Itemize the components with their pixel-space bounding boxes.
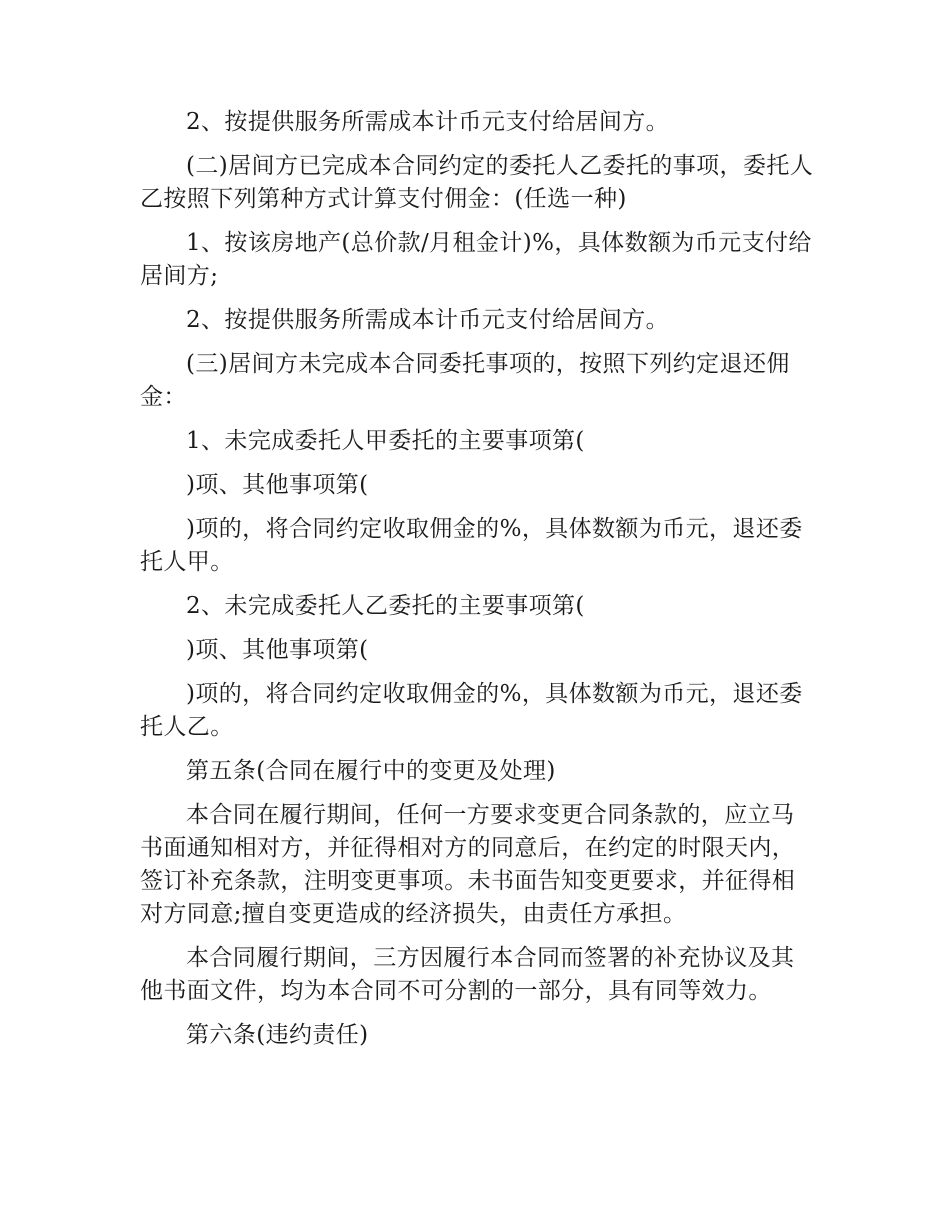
paragraph: 1、按该房地产(总价款/月租金计)%，具体数额为币元支付给居间方; [140, 230, 812, 289]
paragraph: 2、按提供服务所需成本计币元支付给居间方。 [186, 109, 670, 135]
section-heading: 第六条(违约责任) [186, 1022, 369, 1048]
paragraph: (二)居间方已完成本合同约定的委托人乙委托的事项，委托人乙按照下列第种方式计算支付佣金：(任选一种) [140, 153, 814, 212]
paragraph: 本合同履行期间，三方因履行本合同而签署的补充协议及其他书面文件，均为本合同不可分割的一部分，具有同等效力。 [140, 945, 795, 1004]
paragraph: (三)居间方未完成本合同委托事项的，按照下列约定退还佣金： [140, 351, 790, 410]
document-body [140, 106, 816, 1063]
section-heading: 第五条(合同在履行中的变更及处理) [186, 758, 556, 784]
paragraph: 2、未完成委托人乙委托的主要事项第( [186, 593, 585, 619]
paragraph: )项、其他事项第( [186, 637, 369, 663]
paragraph: 1、未完成委托人甲委托的主要事项第( [186, 428, 585, 454]
paragraph: )项的，将合同约定收取佣金的%，具体数额为币元，退还委托人乙。 [140, 681, 803, 740]
paragraph: 2、按提供服务所需成本计币元支付给居间方。 [186, 307, 670, 333]
paragraph: )项、其他事项第( [186, 472, 369, 498]
paragraph: 本合同在履行期间，任何一方要求变更合同条款的，应立马书面通知相对方，并征得相对方的同意后，在约定的时限天内，签订补充条款，注明变更事项。未书面告知变更要求，并征得相对方同意;擅自变更造成的经济损失，由责任方承担。 [140, 802, 796, 927]
paragraph: )项的，将合同约定收取佣金的%，具体数额为币元，退还委托人甲。 [140, 516, 803, 575]
